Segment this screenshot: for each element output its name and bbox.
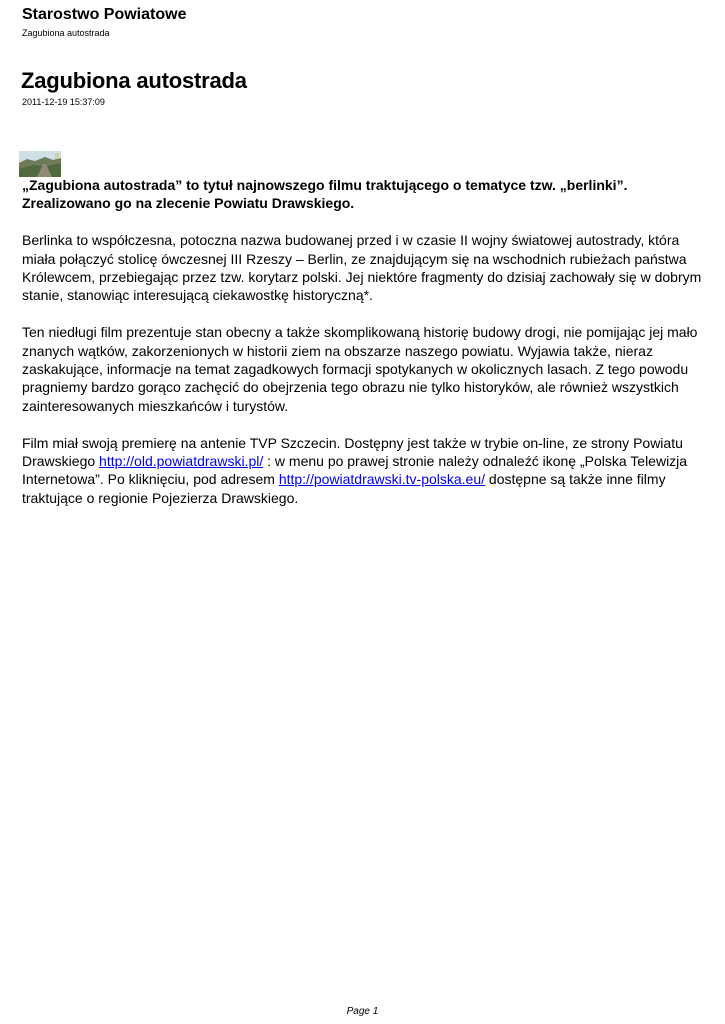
paragraph-3-text-2: : w menu po prawej stronie należy odnaleźć ikonę „Polska Telewizja Internetowa”. Po kliknięciu, pod adresem [22, 453, 688, 488]
article-paragraph-1: Berlinka to współczesna, potoczna nazwa budowanej przed i w czasie II wojny światowej autostrady, która miała połączyć stolicę ówczesnej III Rzeszy – Berlin, ze znajdującym się na wschodnich rubieżach państwa Królewcem, przebiegając przez tzw. korytarz polski. Jej niektóre fragmenty do dzisiaj zachowały się w dobrym stanie, stanowiąc interesującą ciekawostkę historyczną*. [22, 232, 702, 304]
article-body [22, 176, 712, 526]
site-title: Starostwo Powiatowe [22, 6, 187, 23]
paragraph-3-text-3: dostępne są także inne filmy traktujące o regionie Pojezierza Drawskiego. [22, 471, 666, 506]
paragraph-3-text-1: Film miał swoją premierę na antenie TVP Szczecin. Dostępny jest także w trybie on-line, ze strony Powiatu Drawskiego [22, 434, 683, 470]
article-timestamp: 2011-12-19 15:37:09 [22, 97, 105, 107]
breadcrumb: Zagubiona autostrada [22, 28, 110, 38]
article-paragraph-3 [22, 434, 712, 508]
article-paragraph-2: Ten niedługi film prezentuje stan obecny a także skomplikowaną historię budowy drogi, nie pomijając jej mało znanych wątków, zakorzenionych w historii ziem na obszarze naszego powiatu. Wyjawia także, nieraz zaskakujące, informacje na temat zagadkowych formacji spotykanych w okolicznych lasach. Z tego powodu pragniemy bardzo gorąco zachęcić do obejrzenia tego obrazu nie tylko historyków, ale również wszystkich zainteresowanych mieszkańców i turystów. [22, 324, 698, 414]
powiat-website-link[interactable]: http://old.powiatdrawski.pl/ [99, 453, 264, 470]
highway-landscape-thumbnail [19, 151, 61, 177]
page-number: Page 1 [346, 1006, 379, 1017]
powiat-tv-link[interactable]: http://powiatdrawski.tv-polska.eu/ [278, 471, 486, 488]
page-title: Zagubiona autostrada [21, 68, 247, 93]
article-lead: „Zagubiona autostrada” to tytuł najnowszego filmu traktującego o tematyce tzw. „berlinki”. Zrealizowano go na zlecenie Powiatu Drawskiego. [22, 177, 628, 212]
